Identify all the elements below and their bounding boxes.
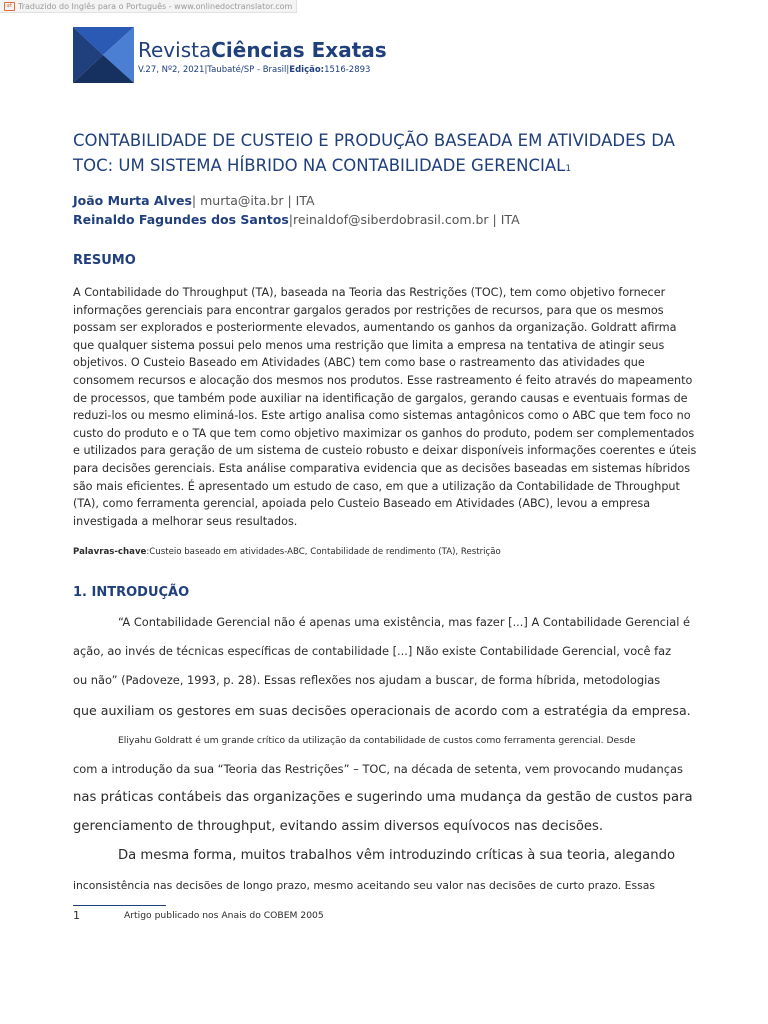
keywords-label: Palavras-chave	[73, 547, 147, 557]
journal-logo-icon	[73, 27, 134, 83]
intro-line: que auxiliam os gestores em suas decisões operacionais de acordo com a estratégia da empresa.	[73, 703, 691, 718]
translator-banner[interactable]	[0, 0, 297, 13]
footnote-number: 1	[73, 909, 80, 922]
author-line-1	[73, 193, 315, 208]
keywords	[73, 547, 501, 557]
paper-title	[73, 128, 703, 182]
introducao-heading: 1. INTRODUÇÃO	[73, 585, 190, 600]
journal-name	[138, 37, 387, 63]
author-name-1: João Murta Alves	[73, 193, 192, 208]
intro-line: ou não” (Padoveze, 1993, p. 28). Essas reflexões nos ajudam a buscar, de forma híbrida, metodologias	[73, 673, 661, 687]
intro-line: nas práticas contábeis das organizações e sugerindo uma mudança da gestão de custos para	[73, 790, 693, 805]
footnote-divider	[73, 905, 166, 906]
intro-line: inconsistência nas decisões de longo prazo, mesmo aceitando seu valor nas decisões de curto prazo. Essas	[73, 879, 655, 892]
resumo-heading: RESUMO	[73, 253, 136, 268]
paper-title-text: CONTABILIDADE DE CUSTEIO E PRODUÇÃO BASEADA EM ATIVIDADES DA TOC: UM SISTEMA HÍBRIDO NA CONTABILIDADE GERENCIAL	[73, 131, 675, 175]
journal-meta-prefix: V.27, Nº2, 2021|Taubaté/SP - Brasil|	[138, 65, 290, 75]
translator-banner-text: Traduzido do Inglês para o Português - www.onlinedoctranslator.com	[18, 1, 293, 11]
translate-icon: ⇄	[4, 2, 15, 11]
intro-line: Eliyahu Goldratt é um grande crítico da utilização da contabilidade de custos como ferramenta gerencial. Desde	[118, 735, 636, 746]
journal-name-regular: Revista	[138, 38, 212, 62]
intro-line: com a introdução da sua “Teoria das Restrições” – TOC, na década de setenta, vem provocando mudanças	[73, 762, 683, 776]
intro-line: ação, ao invés de técnicas específicas de contabilidade [...] Não existe Contabilidade Gerencial, você faz	[73, 644, 672, 658]
title-footnote-marker[interactable]: 1	[565, 164, 572, 174]
intro-line: gerenciamento de throughput, evitando assim diversos equívocos nas decisões.	[73, 819, 604, 834]
author-details-2: |reinaldof@siberdobrasil.com.br | ITA	[288, 212, 520, 227]
keywords-text: :Custeio baseado em atividades-ABC, Contabilidade de rendimento (TA), Restrição	[146, 547, 501, 557]
intro-line: “A Contabilidade Gerencial não é apenas uma existência, mas fazer [...] A Contabilidade Gerencial é	[118, 615, 690, 629]
author-line-2	[73, 212, 520, 227]
abstract-text: A Contabilidade do Throughput (TA), baseada na Teoria das Restrições (TOC), tem como objetivo fornecer informações gerenciais para encontrar gargalos gerados por restrições de recursos, para que os mesmos possam ser explorados e posteriormente elevados, aumentando os ganhos da organização. Goldratt afirma que qualquer sistema possui pelo menos uma restrição que limita a empresa na tentativa de atingir seus objetivos. O Custeio Baseado em Atividades (ABC) tem como base o rastreamento das atividades que consomem recursos e alocação dos mesmos nos produtos. Esse rastreamento é feito através do mapeamento de processos, que também pode auxiliar na identificação de gargalos, gerando causas e eventuais formas de reduzi-los ou mesmo eliminá-los. Este artigo analisa como sistemas antagônicos como o ABC que tem foco no custo do produto e o TA que tem como objetivo maximizar os ganhos do produto, podem ser complementados e utilizados para geração de um sistema de custeio robusto e deixar disponíveis informações coerentes e úteis para decisões gerenciais. Esta análise comparativa evidencia que as decisões baseadas em sistemas híbridos são mais eficientes. É apresentado um estudo de caso, em que a utilização da Contabilidade de Throughput (TA), como ferramenta gerencial, apoiada pelo Custeio Baseado em Atividades (ABC), levou a empresa investigada a melhorar seus resultados.	[73, 286, 697, 528]
journal-meta-label: Edição:	[289, 65, 325, 75]
author-name-2: Reinaldo Fagundes dos Santos	[73, 212, 289, 227]
journal-meta	[138, 65, 387, 75]
journal-meta-value: 1516-2893	[324, 65, 371, 75]
journal-name-bold: Ciências Exatas	[211, 38, 387, 62]
author-details-1: | murta@ita.br | ITA	[191, 193, 315, 208]
intro-line: Da mesma forma, muitos trabalhos vêm introduzindo críticas à sua teoria, alegando	[118, 848, 676, 863]
footnote-text: Artigo publicado nos Anais do COBEM 2005	[124, 910, 324, 921]
journal-header	[73, 27, 713, 83]
